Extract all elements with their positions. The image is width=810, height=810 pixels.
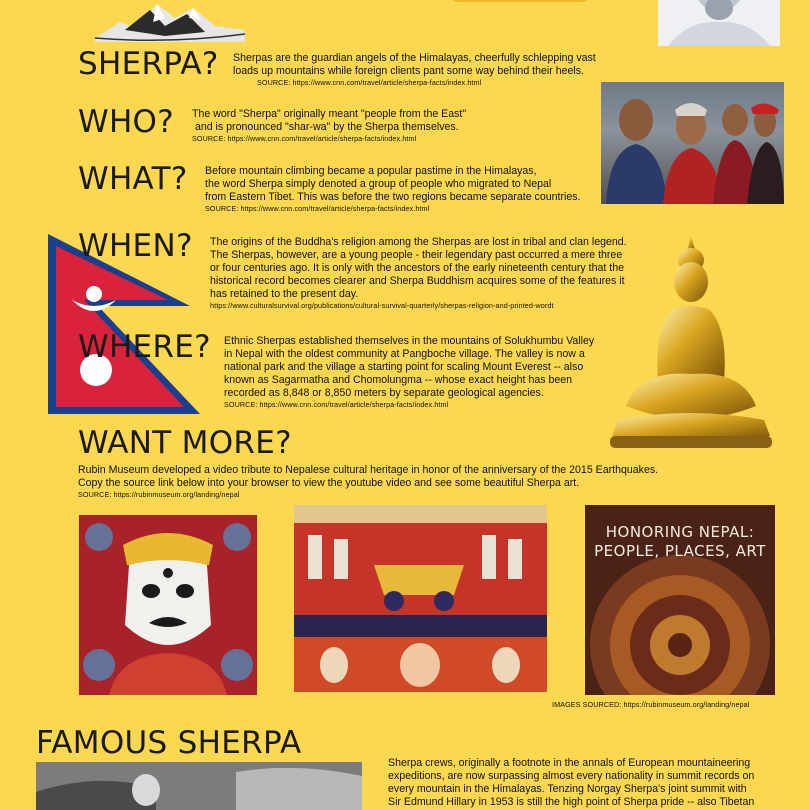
source-citation: SOURCE: https://www.cnn.com/travel/article/sherpa-facts/index.html — [205, 204, 430, 213]
art-image-honoring-nepal-poster — [585, 505, 775, 695]
who-text — [192, 108, 572, 143]
title-fragment — [430, 0, 600, 10]
poster-title: HONORING NEPAL: PEOPLE, PLACES, ART — [594, 523, 766, 560]
text-line: Ethnic Sherpas established themselves in the mountains of Solukhumbu Valley — [224, 335, 595, 347]
text-line: known as Sagarmatha and Chomolungma -- whose exact height has been — [224, 374, 573, 386]
art-image-deity-mask — [79, 515, 257, 695]
text-line: in Nepal with the oldest community at Pangboche village. The valley is now a — [224, 348, 585, 360]
famous-sherpa-text — [388, 757, 788, 809]
source-citation: SOURCE: https://www.cnn.com/travel/article/sherpa-facts/index.html — [224, 400, 449, 409]
sherpa-text — [233, 52, 613, 87]
heading-sherpa: SHERPA? — [78, 46, 219, 82]
art-image-procession-painting — [294, 505, 547, 692]
text-line: Copy the source link below into your browser to view the youtube video and see some beautiful Sherpa art. — [78, 477, 580, 489]
text-line: Rubin Museum developed a video tribute to Nepalese cultural heritage in honor of the anniversary of the 2015 Earthquakes. — [78, 464, 659, 476]
text-line: The word "Sherpa" originally meant "people from the East" — [192, 108, 467, 120]
heading-want-more: WANT MORE? — [78, 425, 292, 461]
images-sourced-citation: IMAGES SOURCED: https://rubinmuseum.org/landing/nepal — [552, 700, 750, 709]
want-more-text — [78, 464, 778, 499]
heading-famous-sherpa: FAMOUS SHERPA — [36, 725, 302, 761]
text-line: Before mountain climbing became a popular pastime in the Himalayas, — [205, 165, 537, 177]
text-line: Sherpa crews, originally a footnote in the annals of European mountaineering — [388, 757, 751, 769]
when-text — [210, 236, 630, 310]
text-line: expeditions, are now surpassing almost every nationality in summit records on — [388, 770, 755, 782]
buddha-statue-top — [658, 0, 780, 46]
source-citation: SOURCE: https://rubinmuseum.org/landing/nepal — [78, 490, 240, 499]
text-line: national park and the village a starting point for scaling Mount Everest -- also — [224, 361, 584, 373]
text-line: and is pronounced "shar-wa" by the Sherpa themselves. — [192, 121, 459, 133]
source-citation: SOURCE: https://www.cnn.com/travel/article/sherpa-facts/index.html — [192, 134, 417, 143]
text-line: Sir Edmund Hillary in 1953 is still the high point of Sherpa pride -- also Tibetan — [388, 796, 755, 808]
text-line: from Eastern Tibet. This was before the two regions became separate countries. — [205, 191, 581, 203]
heading-who: WHO? — [78, 104, 175, 140]
source-citation: https://www.culturalsurvival.org/publications/cultural-survival-quarterly/sherpas-religion-and-printed-wordt — [210, 301, 554, 310]
text-line: historical record becomes clearer and Sherpa Buddhism acquires some of the features it — [210, 275, 625, 287]
text-line: every mountain in the Himalayas. Tenzing Norgay Sherpa's joint summit with — [388, 783, 747, 795]
what-text — [205, 165, 605, 213]
text-line: recorded as 8,848 or 8,850 meters by separate geological agencies. — [224, 387, 544, 399]
text-line: Sherpas are the guardian angels of the Himalayas, cheerfully schlepping vast — [233, 52, 596, 64]
mountain-illustration — [95, 0, 245, 42]
heading-what: WHAT? — [78, 161, 188, 197]
heading-when: WHEN? — [78, 228, 193, 264]
text-line: has retained to the present day. — [210, 288, 359, 300]
text-line: or four centuries ago. It is only with the ancestors of the early nineteenth century that the — [210, 262, 624, 274]
heading-where: WHERE? — [78, 329, 211, 365]
text-line: the word Sherpa simply denoted a group of people who migrated to Nepal — [205, 178, 552, 190]
text-line: The origins of the Buddha's religion among the Sherpas are lost in tribal and clan legend. — [210, 236, 627, 248]
text-line: The Sherpas, however, are a young people - their legendary past occurred a mere three — [210, 249, 623, 261]
sherpa-group-photo — [601, 82, 784, 204]
where-text — [224, 335, 604, 409]
famous-sherpa-photo — [36, 762, 362, 810]
source-citation: SOURCE: https://www.cnn.com/travel/article/sherpa-facts/index.html — [257, 78, 482, 87]
text-line: loads up mountains while foreign clients pant some way behind their heels. — [233, 65, 584, 77]
